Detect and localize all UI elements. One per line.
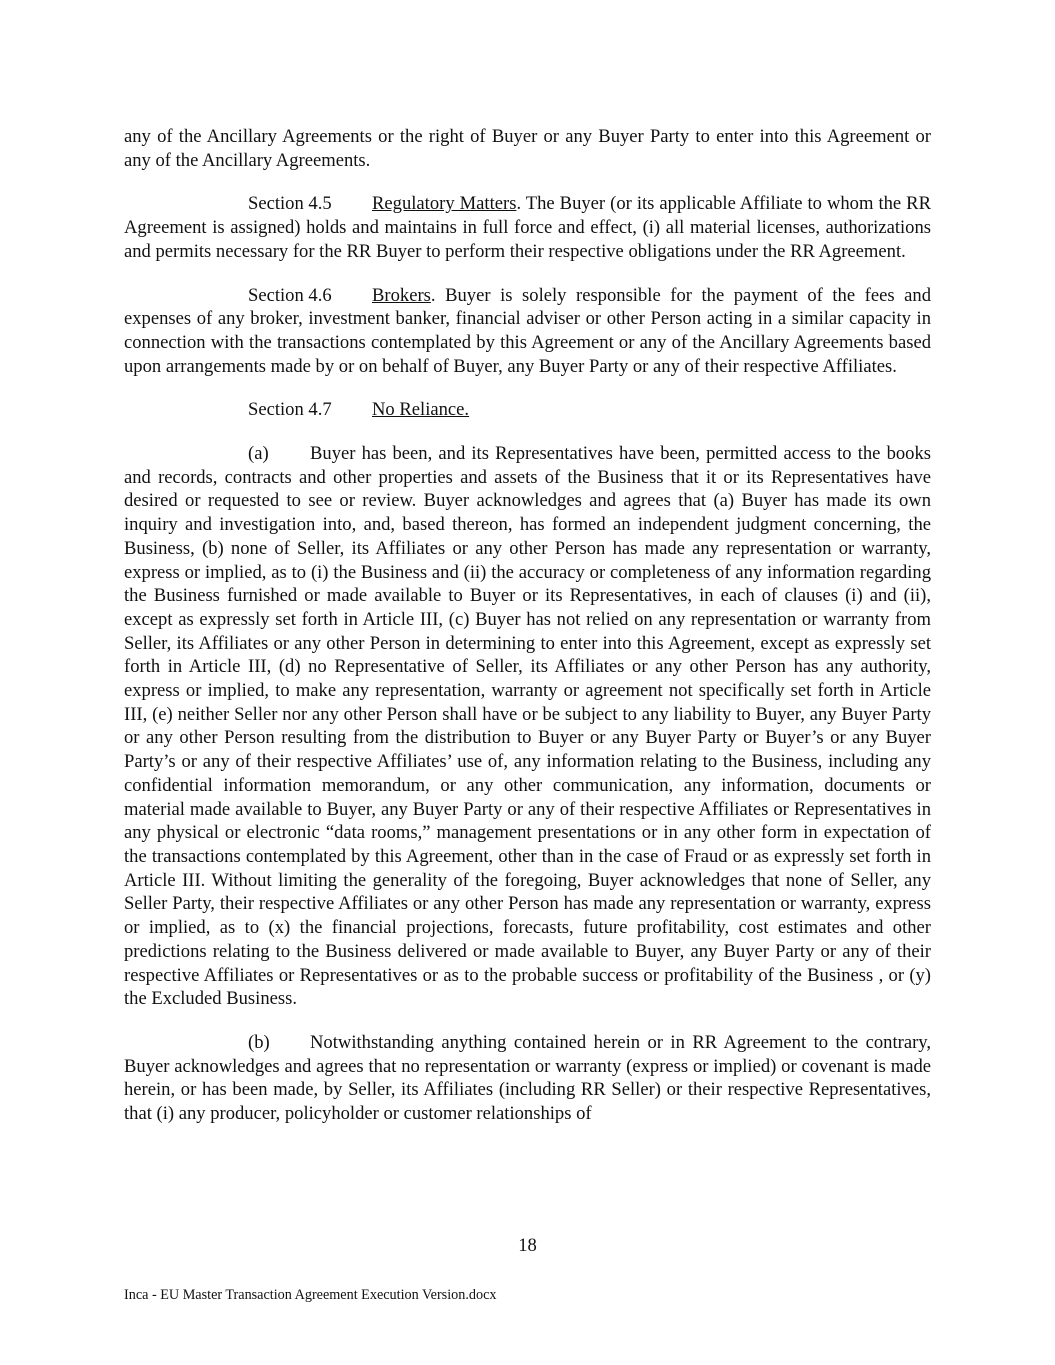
section-number: Section 4.6 <box>248 284 332 306</box>
subsection-b <box>124 1031 931 1126</box>
section-number: Section 4.7 <box>248 399 332 421</box>
section-body: . Buyer is solely responsible for the payment of the fees and expenses of any broker, investment banker, financial adviser or other Person acting in a similar capacity in connection with the transactions contemplated by this Agreement or any of the Ancillary Agreements based upon arrangements made by or on behalf of Buyer, any Buyer Party or any of their respective Affiliates. <box>124 284 931 377</box>
section-number: Section 4.5 <box>248 193 332 215</box>
subsection-a <box>124 442 931 1011</box>
subsection-text: Buyer has been, and its Representatives have been, permitted access to the books and records, contracts and other properties and assets of the Business that it or its Representatives have desired or requested to see or review. Buyer acknowledges and agrees that (a) Buyer has made its own inquiry and investigation into, and, based thereon, has formed an independent judgment concerning, the Business, (b) none of Seller, its Affiliates or any other Person has made any representation or warranty, express or implied, as to (i) the Business and (ii) the accuracy or completeness of any information regarding the Business furnished or made available to Buyer or its Representatives, in each of clauses (i) and (ii), except as expressly set forth in Article III, (c) Buyer has not relied on any representation or warranty from Seller, its Affiliates or any other Person in determining to enter into this Agreement, except as expressly set forth in Article III, (d) no Representative of Seller, its Affiliates or any other Person has any authority, express or implied, to make any representation, warranty or agreement not specifically set forth in Article III, (e) neither Seller nor any other Person shall have or be subject to any liability to Buyer, any Buyer Party or any other Person resulting from the distribution to Buyer or any Buyer Party or Buyer’s or any Buyer Party’s or any of their respective Affiliates’ use of, any information relating to the Business, including any confidential information memorandum, or any other communication, any information, documents or material made available to Buyer, any Buyer Party or any of their respective Affiliates or Representatives in any physical or electronic “data rooms,” management presentations or in any other form in expectation of the transactions contemplated by this Agreement, other than in the case of Fraud or as expressly set forth in Article III. Without limiting the generality of the foregoing, Buyer acknowledges that none of Seller, any Seller Party, their respective Affiliates or any other Person has made any representation or warranty, express or implied, as to (x) the financial projections, forecasts, future profitability, cost estimates and other predictions relating to the Business delivered or made available to Buyer, any Buyer Party or any of their respective Affiliates or Representatives or as to the probable success or profitability of the Business , or (y) the Excluded Business. <box>124 443 931 1010</box>
section-title: No Reliance. <box>372 399 470 421</box>
section-4-5 <box>124 192 931 263</box>
subsection-label: (a) <box>248 443 269 465</box>
subsection-text: Notwithstanding anything contained herein or in RR Agreement to the contrary, Buyer acknowledges and agrees that no representation or warranty (express or implied) or covenant is made herein, or has been made, by Seller, its Affiliates (including RR Seller) or their respective Representatives, that (i) any producer, policyholder or customer relationships of <box>124 1031 931 1125</box>
section-4-6 <box>124 284 931 379</box>
document-page <box>124 125 931 1146</box>
section-title: Regulatory Matters <box>372 193 517 215</box>
section-body: . The Buyer (or its applicable Affiliate to whom the RR Agreement is assigned) holds and maintains in full force and effect, (i) all material licenses, authorizations and permits necessary for the RR Buyer to perform their respective obligations under the RR Agreement. <box>124 193 931 262</box>
section-title: Brokers <box>372 284 431 306</box>
page-number: 18 <box>518 1235 537 1256</box>
document-footer: Inca - EU Master Transaction Agreement Execution Version.docx <box>124 1287 497 1303</box>
section-4-7 <box>124 398 931 422</box>
subsection-label: (b) <box>248 1031 270 1053</box>
intro-paragraph: any of the Ancillary Agreements or the right of Buyer or any Buyer Party to enter into this Agreement or any of the Ancillary Agreements. <box>124 126 931 171</box>
